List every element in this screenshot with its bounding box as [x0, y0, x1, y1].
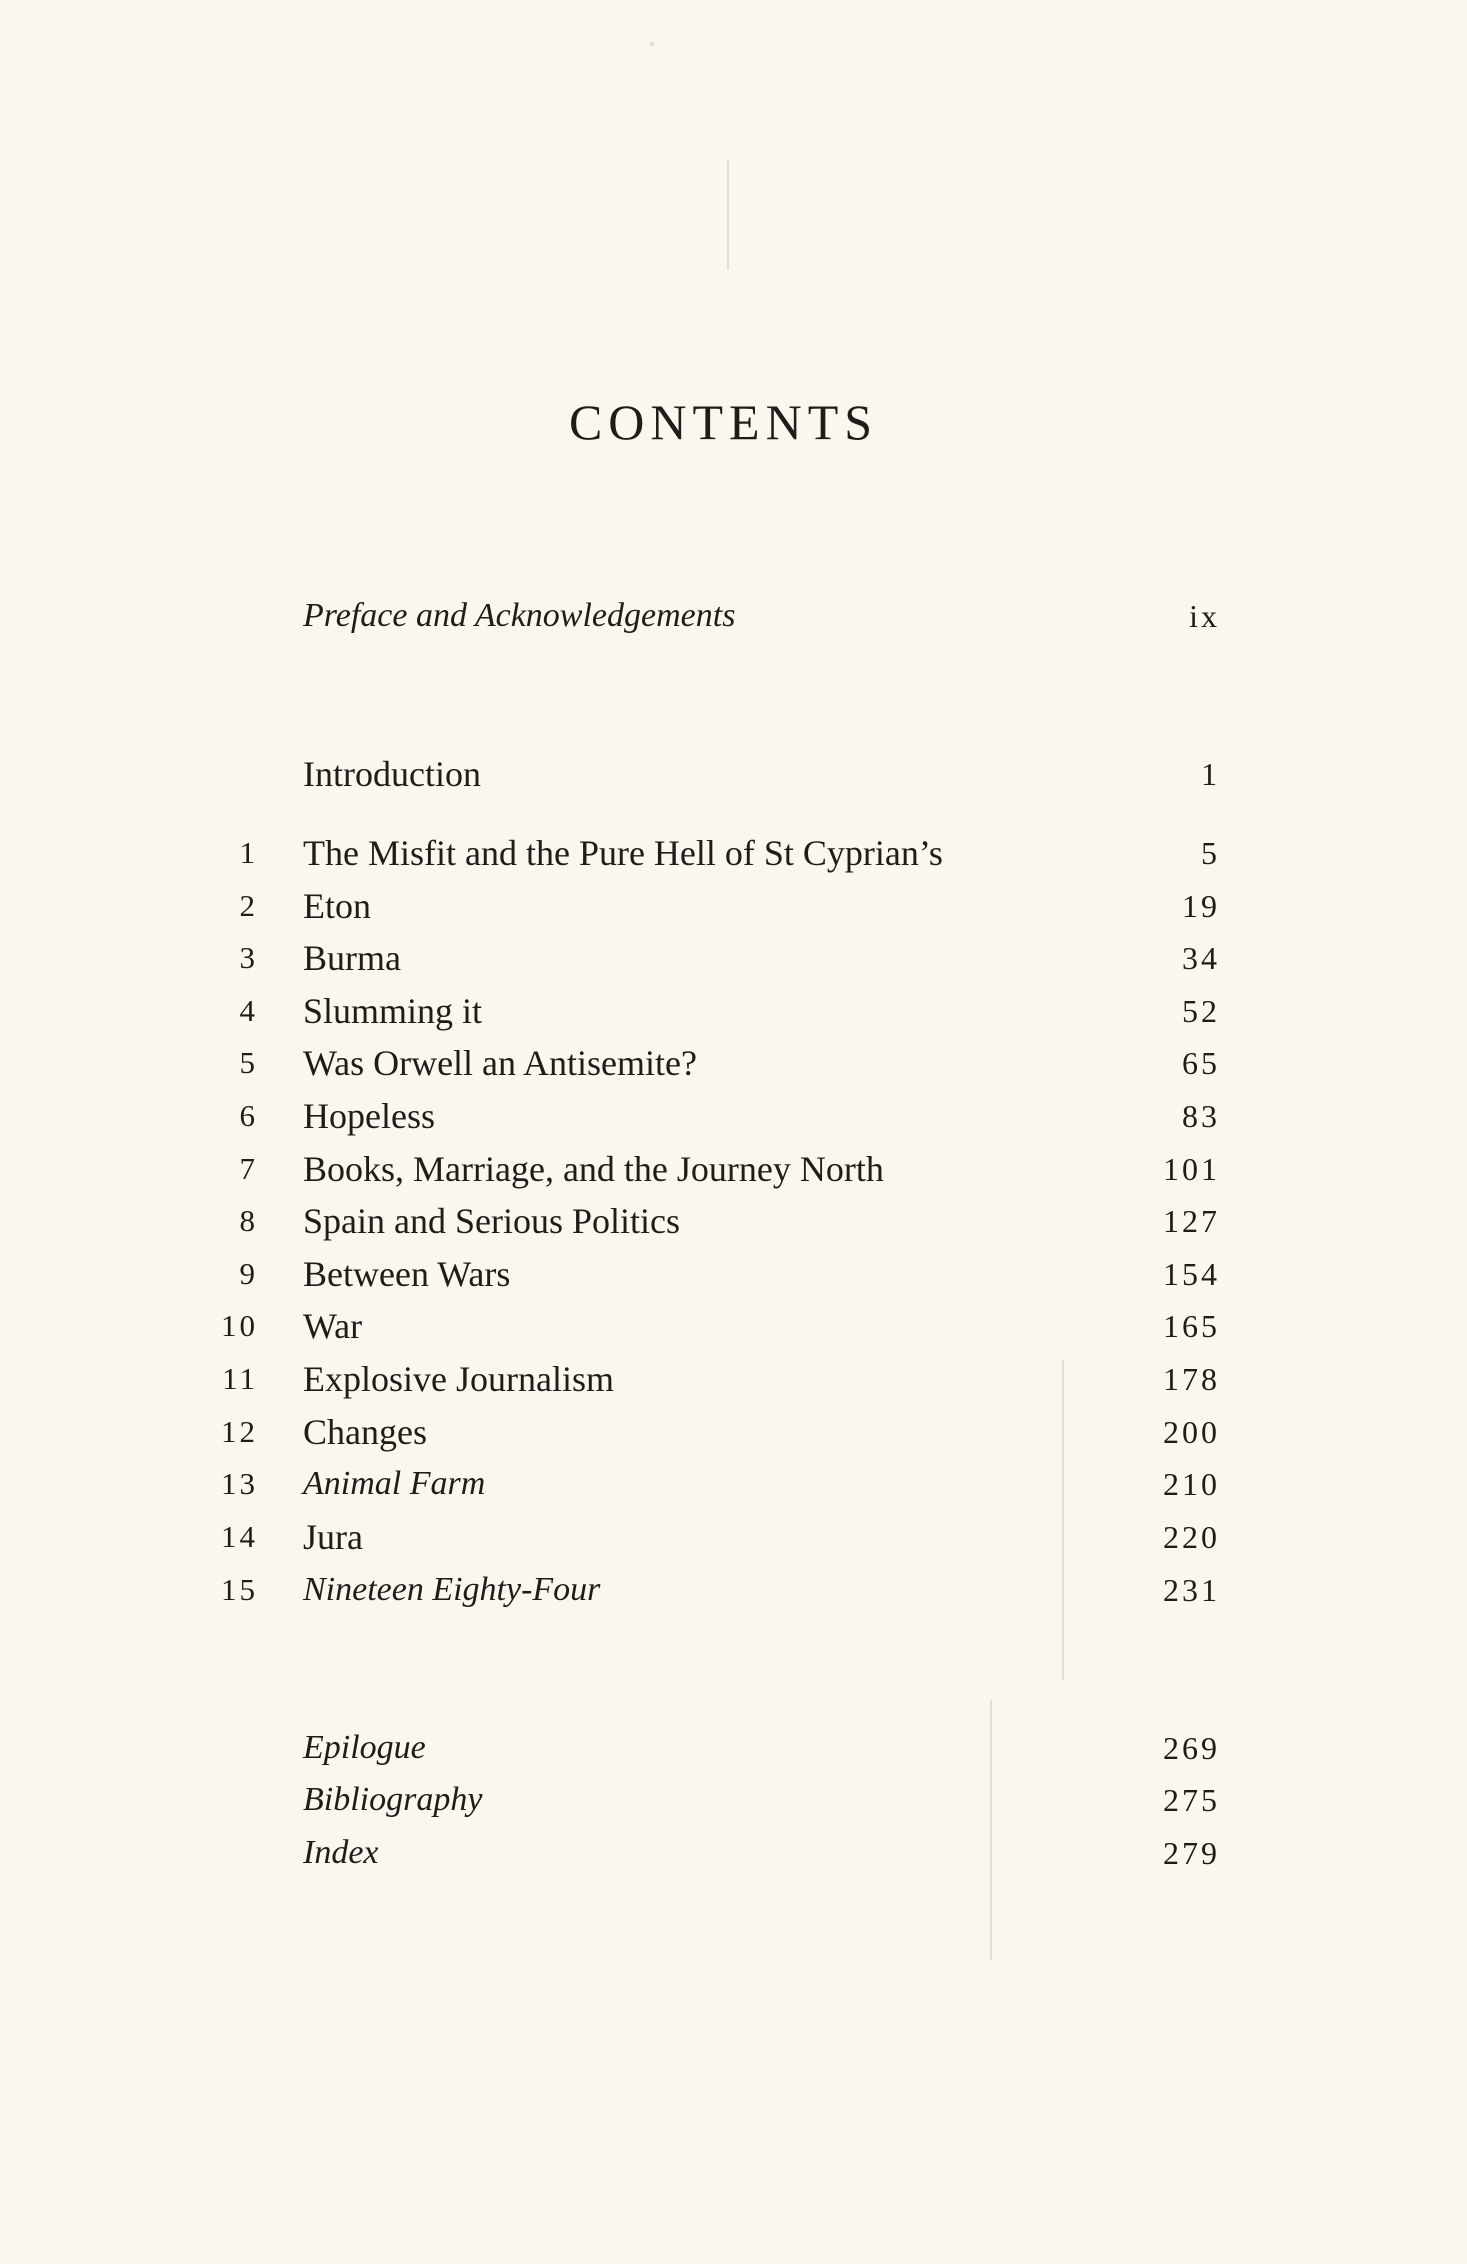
- chapter-number: 3: [239, 940, 258, 975]
- toc-chapter-row: [200, 1564, 1220, 1616]
- page-title: CONTENTS: [568, 394, 879, 450]
- toc-entry-page: 269: [1163, 1730, 1220, 1766]
- chapter-title: Jura: [303, 1517, 363, 1557]
- chapter-number: 4: [239, 993, 258, 1028]
- chapter-page: 83: [1182, 1098, 1220, 1134]
- chapter-title: War: [303, 1306, 363, 1346]
- chapter-title: Spain and Serious Politics: [303, 1201, 680, 1241]
- toc-chapter-row: [200, 1037, 1220, 1089]
- chapter-page: 34: [1182, 940, 1220, 976]
- toc-chapter-row: [200, 1248, 1220, 1300]
- chapter-number: 5: [239, 1045, 258, 1080]
- chapter-title: Eton: [303, 886, 371, 926]
- chapter-title: Hopeless: [303, 1096, 435, 1136]
- toc-chapter-row: [200, 1353, 1220, 1405]
- toc-entry-epilogue: [200, 1722, 1220, 1774]
- chapter-page: 200: [1163, 1414, 1220, 1450]
- toc-chapter-row: [200, 1143, 1220, 1195]
- toc-entry-page: ix: [1189, 598, 1220, 634]
- chapter-page: 101: [1163, 1151, 1220, 1187]
- toc-entry-page: 279: [1163, 1835, 1220, 1871]
- chapter-number: 15: [221, 1572, 258, 1607]
- chapter-number: 2: [239, 888, 258, 923]
- paper-mark: [650, 42, 654, 46]
- chapter-number: 13: [221, 1466, 258, 1501]
- chapter-page: 220: [1163, 1519, 1220, 1555]
- chapter-title: Burma: [303, 938, 401, 978]
- chapter-number: 1: [239, 835, 258, 870]
- toc-entry-label: Epilogue: [303, 1729, 426, 1766]
- chapter-number: 12: [221, 1414, 258, 1449]
- chapter-page: 210: [1163, 1466, 1220, 1502]
- chapter-page: 154: [1163, 1256, 1220, 1292]
- chapter-title: Was Orwell an Antisemite?: [303, 1043, 697, 1083]
- toc-entry-index: [200, 1827, 1220, 1879]
- toc-chapter-row: [200, 1511, 1220, 1563]
- chapter-page: 19: [1182, 888, 1220, 924]
- toc-chapter-row: [200, 1195, 1220, 1247]
- chapter-title: Books, Marriage, and the Journey North: [303, 1149, 884, 1189]
- toc-chapter-row: [200, 880, 1220, 932]
- chapter-title: Explosive Journalism: [303, 1359, 614, 1399]
- toc-entry-label: Index: [303, 1834, 379, 1871]
- chapter-page: 165: [1163, 1308, 1220, 1344]
- toc-chapter-row: [200, 1090, 1220, 1142]
- chapter-title: Slumming it: [303, 991, 483, 1031]
- chapter-number: 10: [221, 1308, 258, 1343]
- toc-chapter-row: [200, 1406, 1220, 1458]
- toc-chapter-row: [200, 985, 1220, 1037]
- chapter-title: The Misfit and the Pure Hell of St Cyprian’s: [303, 833, 943, 873]
- chapter-page: 5: [1201, 835, 1220, 871]
- toc-entry-page: 1: [1201, 756, 1220, 792]
- toc-entry-introduction: [200, 748, 1220, 800]
- chapter-number: 8: [239, 1203, 258, 1238]
- chapter-page: 178: [1163, 1361, 1220, 1397]
- toc-entry-bibliography: [200, 1774, 1220, 1826]
- chapter-title: Animal Farm: [303, 1465, 486, 1502]
- chapter-title: Between Wars: [303, 1254, 511, 1294]
- toc-chapter-row: [200, 1300, 1220, 1352]
- toc-chapter-row: [200, 932, 1220, 984]
- toc-chapter-row: [200, 1458, 1220, 1510]
- paper-mark: [727, 160, 729, 270]
- chapter-page: 52: [1182, 993, 1220, 1029]
- toc-entry-label: Introduction: [303, 754, 481, 794]
- chapter-number: 14: [221, 1519, 258, 1554]
- toc-entry-label: Bibliography: [303, 1781, 483, 1818]
- toc-entry-page: 275: [1163, 1782, 1220, 1818]
- chapter-page: 231: [1163, 1572, 1220, 1608]
- chapter-number: 9: [239, 1256, 258, 1291]
- toc-chapter-row: [200, 827, 1220, 879]
- chapter-page: 127: [1163, 1203, 1220, 1239]
- toc-entry-preface: [200, 590, 1220, 642]
- chapter-page: 65: [1182, 1045, 1220, 1081]
- chapter-number: 6: [239, 1098, 258, 1133]
- chapter-number: 11: [222, 1361, 258, 1396]
- chapter-number: 7: [239, 1151, 258, 1186]
- toc-entry-label: Preface and Acknowledgements: [303, 597, 736, 634]
- chapter-title: Nineteen Eighty-Four: [303, 1571, 601, 1608]
- chapter-title: Changes: [303, 1412, 427, 1452]
